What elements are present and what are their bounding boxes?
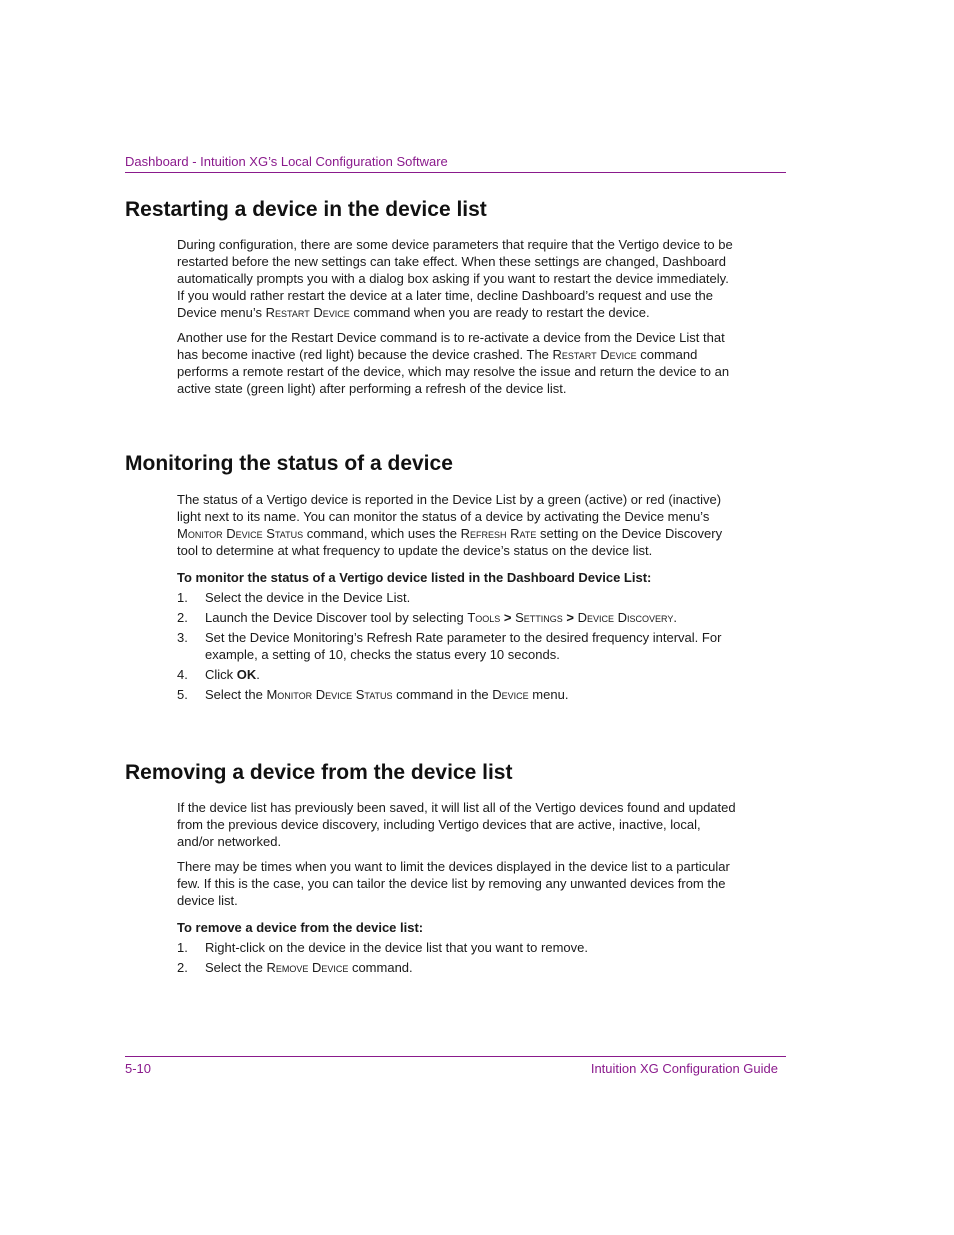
paragraph: During configuration, there are some device parameters that require that the Vertigo device to be restarted before the new settings can take effect. When these settings are changed, Dashboard automatically prompts you with a dialog box asking if you want to restart the device immediately. If you would rather restart the device at a later time, decline Dashboard’s request and use the Device menu’s Restart Device command when you are ready to restart the device.	[177, 237, 733, 320]
list-item: 2. Launch the Device Discover tool by selecting Tools > Settings > Device Discovery.	[177, 610, 677, 625]
list-item: 2. Select the Remove Device command.	[177, 960, 413, 975]
section-heading-monitor: Monitoring the status of a device	[125, 452, 453, 475]
section-body-restart	[177, 236, 737, 405]
section-body-monitor	[177, 491, 737, 706]
command-name: Monitor Device Status	[177, 526, 304, 541]
paragraph: There may be times when you want to limit the devices displayed in the device list to a particular few. If this is the case, you can tailor the device list by removing any unwanted devices from the device list.	[177, 859, 730, 908]
paragraph: If the device list has previously been saved, it will list all of the Vertigo devices found and updated from the previous device discovery, including Vertigo devices that are active, inactive, local, and/or networked.	[177, 800, 736, 849]
footer-rule	[125, 1056, 786, 1057]
list-item: 4. Click OK.	[177, 667, 260, 682]
page-number: 5-10	[125, 1061, 152, 1076]
procedure-steps	[177, 939, 737, 976]
list-item: 3. Set the Device Monitoring’s Refresh Rate parameter to the desired frequency interval. For example, a setting of 10, checks the status every 10 seconds.	[177, 630, 722, 662]
header-rule	[125, 172, 786, 173]
list-item: 1. Right-click on the device in the device list that you want to remove.	[177, 940, 588, 955]
section-body-remove	[177, 799, 737, 979]
procedure-title: To remove a device from the device list:	[177, 920, 424, 935]
guide-title: Intuition XG Configuration Guide	[590, 1061, 778, 1076]
list-item: 1. Select the device in the Device List.	[177, 590, 411, 605]
list-item: 5. Select the Monitor Device Status command in the Device menu.	[177, 687, 569, 702]
paragraph: Another use for the Restart Device command is to re-activate a device from the Device List that has become inactive (red light) because the device crashed. The Restart Device command performs a remote restart of the device, which may resolve the issue and return the device to an active state (green light) after performing a refresh of the device list.	[177, 330, 730, 396]
section-heading-remove: Removing a device from the device list	[125, 761, 513, 784]
running-header: Dashboard - Intuition XG’s Local Configuration Software	[125, 154, 448, 169]
procedure-title: To monitor the status of a Vertigo device listed in the Dashboard Device List:	[177, 570, 652, 585]
command-name: Restart Device	[265, 305, 350, 320]
command-name: Restart Device	[552, 347, 637, 362]
procedure-steps	[177, 589, 737, 703]
setting-name: Refresh Rate	[460, 526, 537, 541]
paragraph: The status of a Vertigo device is reported in the Device List by a green (active) or red (inactive) light next to its name. You can monitor the status of a device by activating the Device menu’s Monitor Device Status command, which uses the Refresh Rate setting on the Device Discovery tool to determine at what frequency to update the device’s status on the device list.	[177, 492, 723, 558]
section-heading-restart: Restarting a device in the device list	[125, 198, 487, 221]
